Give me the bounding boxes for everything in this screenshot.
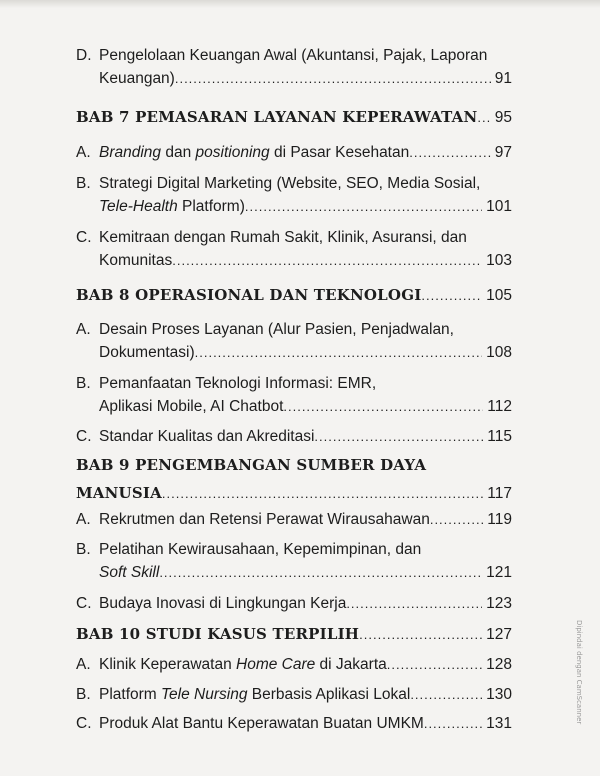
- dot-leader: [314, 425, 483, 448]
- page-number: 121: [486, 564, 512, 581]
- chapter-title: BAB 8 OPERASIONAL DAN TEKNOLOGI: [76, 286, 422, 304]
- dot-leader: [283, 395, 483, 418]
- entry-title-line1: Standar Kualitas dan Akreditasi: [99, 428, 315, 445]
- chapter-title-line2: MANUSIA: [76, 484, 162, 502]
- dot-leader: [245, 195, 482, 218]
- entry-letter: C.: [76, 595, 92, 612]
- entry-text: Platform): [177, 198, 245, 215]
- dot-leader: [409, 141, 491, 164]
- page-number: 127: [486, 626, 512, 643]
- toc-chapter-bab10[interactable]: [76, 623, 512, 646]
- page-number: 97: [494, 144, 512, 161]
- italic-term: Home Care: [236, 656, 316, 673]
- page-number: 123: [486, 595, 512, 612]
- entry-letter: A.: [76, 656, 91, 673]
- entry-text: Platform: [99, 686, 162, 703]
- entry-letter: A.: [76, 321, 91, 338]
- italic-term: Branding: [99, 144, 162, 161]
- page-number: 128: [486, 656, 512, 673]
- entry-title-line1: Desain Proses Layanan (Alur Pasien, Penjadwalan,: [99, 321, 454, 338]
- page-number: 115: [487, 428, 512, 445]
- entry-letter: B.: [76, 541, 91, 558]
- entry-letter: D.: [76, 47, 92, 64]
- page-number: 119: [487, 511, 512, 528]
- entry-title-line2: Dokumentasi): [99, 344, 195, 361]
- entry-title-line1: Produk Alat Bantu Keperawatan Buatan UMKM: [99, 715, 424, 732]
- dot-leader: [159, 561, 482, 584]
- page-number: 95: [494, 109, 512, 126]
- dot-leader: [387, 653, 482, 676]
- dot-leader: [359, 623, 482, 646]
- entry-text: di Pasar Kesehatan: [269, 144, 410, 161]
- entry-text: Klinik Keperawatan: [99, 656, 236, 673]
- entry-text: dan: [161, 144, 196, 161]
- entry-letter: B.: [76, 686, 91, 703]
- page-number: 101: [486, 198, 512, 215]
- scanner-watermark: Dipindai dengan CamScanner: [575, 620, 583, 725]
- toc-chapter-bab9[interactable]: [76, 454, 512, 505]
- entry-title-line2: Komunitas: [99, 252, 173, 269]
- page-number: 130: [486, 686, 512, 703]
- page-number: 103: [486, 252, 512, 269]
- dot-leader: [421, 284, 482, 307]
- page-number: 112: [487, 398, 512, 415]
- dot-leader: [424, 712, 482, 735]
- dot-leader: [175, 67, 491, 90]
- page-number: 91: [494, 70, 512, 87]
- entry-letter: C.: [76, 229, 92, 246]
- dot-leader: [172, 249, 482, 272]
- toc-chapter-bab8[interactable]: [76, 284, 512, 307]
- chapter-title: BAB 10 STUDI KASUS TERPILIH: [76, 625, 360, 643]
- entry-letter: C.: [76, 428, 92, 445]
- dot-leader: [346, 592, 482, 615]
- page-number: 117: [487, 485, 512, 502]
- page-number: 105: [486, 287, 512, 304]
- entry-letter: A.: [76, 144, 91, 161]
- toc-chapter-bab7[interactable]: [76, 106, 512, 129]
- page-number: 108: [486, 344, 512, 361]
- entry-title-line1: Pemanfaatan Teknologi Informasi: EMR,: [99, 375, 377, 392]
- italic-term: positioning: [195, 144, 270, 161]
- dot-leader: [195, 341, 483, 364]
- entry-title-line2: Keuangan): [99, 70, 175, 87]
- entry-title-line2: Aplikasi Mobile, AI Chatbot: [99, 398, 284, 415]
- entry-title-line1: Pengelolaan Keuangan Awal (Akuntansi, Pajak, Laporan: [99, 47, 488, 64]
- entry-title-line1: Rekrutmen dan Retensi Perawat Wirausahawan: [99, 511, 430, 528]
- page-number: 131: [486, 715, 512, 732]
- entry-text: di Jakarta: [315, 656, 387, 673]
- entry-letter: B.: [76, 175, 91, 192]
- italic-term: Soft Skill: [99, 564, 160, 581]
- entry-title-line1: Budaya Inovasi di Lingkungan Kerja: [99, 595, 347, 612]
- entry-letter: A.: [76, 511, 91, 528]
- dot-leader: [430, 508, 483, 531]
- dot-leader: [477, 106, 490, 129]
- chapter-title: BAB 7 PEMASARAN LAYANAN KEPERAWATAN: [76, 108, 478, 126]
- entry-letter: C.: [76, 715, 92, 732]
- entry-letter: B.: [76, 375, 91, 392]
- entry-title-line1: Kemitraan dengan Rumah Sakit, Klinik, Asuransi, dan: [99, 229, 467, 246]
- italic-term: Tele Nursing: [161, 686, 248, 703]
- italic-term: Tele-Health: [99, 198, 178, 215]
- dot-leader: [410, 683, 482, 706]
- entry-title-line1: Pelatihan Kewirausahaan, Kepemimpinan, dan: [99, 541, 422, 558]
- chapter-title-line1: BAB 9 PENGEMBANGAN SUMBER DAYA: [76, 456, 427, 474]
- dot-leader: [162, 482, 483, 505]
- entry-text: Berbasis Aplikasi Lokal: [247, 686, 411, 703]
- entry-title-line1: Strategi Digital Marketing (Website, SEO, Media Sosial,: [99, 175, 481, 192]
